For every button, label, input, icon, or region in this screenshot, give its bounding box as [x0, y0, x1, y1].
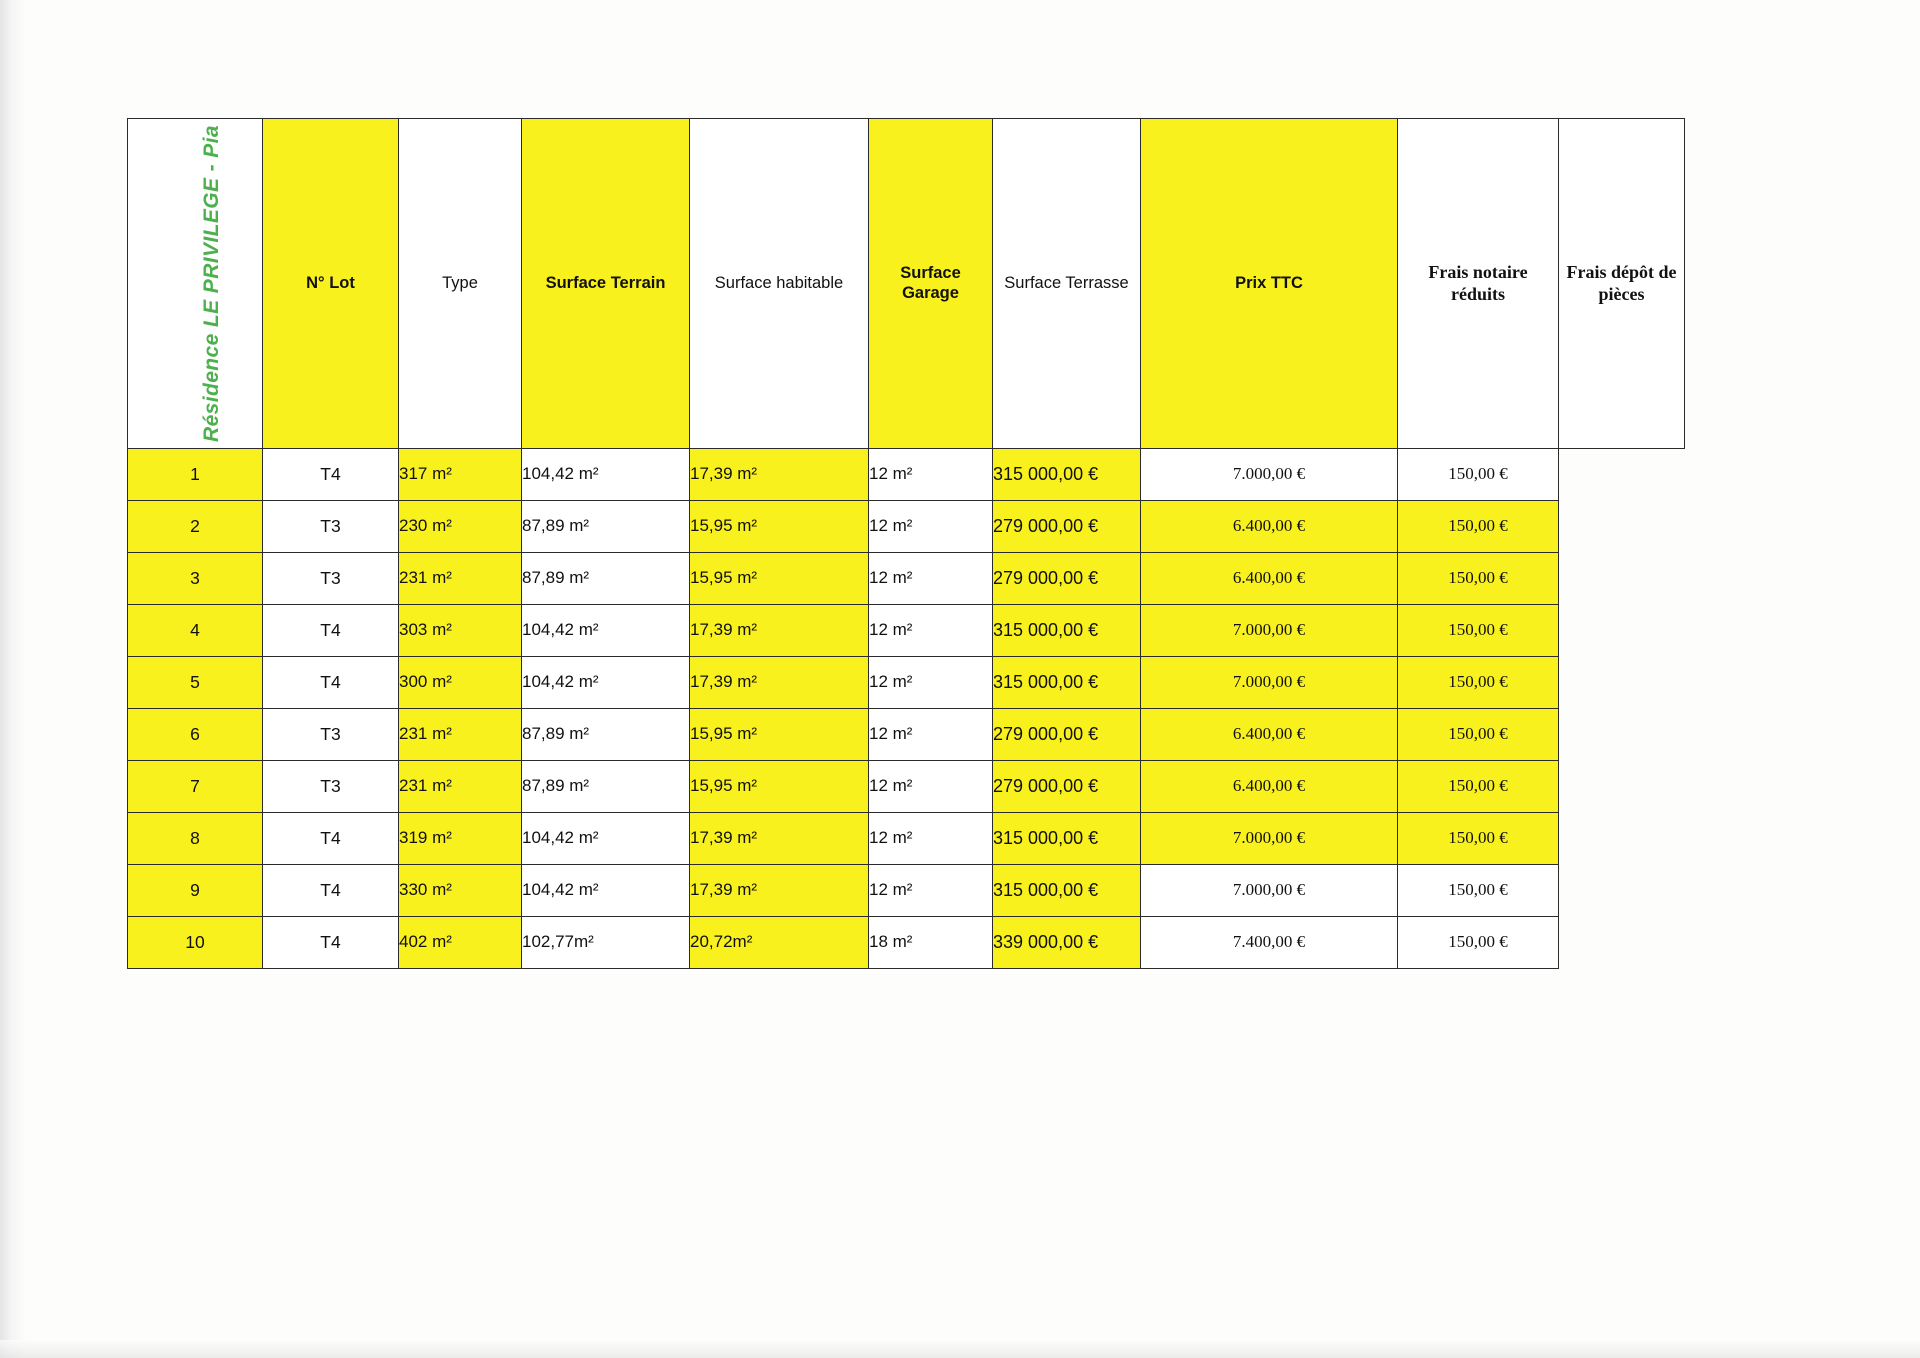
cell-terrain: 330 m²	[399, 864, 522, 916]
cell-lot: 9	[128, 864, 263, 916]
cell-garage: 15,95 m²	[690, 760, 869, 812]
cell-prix: 315 000,00 €	[993, 864, 1141, 916]
table-row	[128, 864, 1685, 916]
header-surface-habitable: Surface habitable	[690, 119, 869, 449]
price-table-container	[127, 118, 1685, 969]
cell-habitable: 87,89 m²	[522, 760, 690, 812]
table-row	[128, 500, 1685, 552]
cell-terrasse: 18 m²	[869, 916, 993, 968]
lots-price-table	[127, 118, 1685, 969]
cell-habitable: 87,89 m²	[522, 500, 690, 552]
cell-frais-depot: 150,00 €	[1398, 500, 1559, 552]
cell-habitable: 87,89 m²	[522, 708, 690, 760]
header-surface-terrain: Surface Terrain	[522, 119, 690, 449]
cell-frais-depot: 150,00 €	[1398, 656, 1559, 708]
cell-garage: 15,95 m²	[690, 708, 869, 760]
cell-terrain: 319 m²	[399, 812, 522, 864]
cell-terrasse: 12 m²	[869, 552, 993, 604]
cell-terrain: 231 m²	[399, 760, 522, 812]
cell-type: T3	[263, 708, 399, 760]
cell-frais-depot: 150,00 €	[1398, 448, 1559, 500]
header-frais-notaire: Frais notaire réduits	[1398, 119, 1559, 449]
residence-title-cell	[128, 119, 263, 449]
table-header	[128, 119, 1685, 449]
cell-lot: 5	[128, 656, 263, 708]
cell-prix: 339 000,00 €	[993, 916, 1141, 968]
cell-terrasse: 12 m²	[869, 656, 993, 708]
cell-garage: 17,39 m²	[690, 448, 869, 500]
cell-habitable: 104,42 m²	[522, 448, 690, 500]
cell-frais-depot: 150,00 €	[1398, 760, 1559, 812]
cell-habitable: 104,42 m²	[522, 864, 690, 916]
cell-frais-depot: 150,00 €	[1398, 812, 1559, 864]
table-header-row	[128, 119, 1685, 449]
cell-prix: 279 000,00 €	[993, 708, 1141, 760]
cell-terrain: 300 m²	[399, 656, 522, 708]
table-row	[128, 604, 1685, 656]
cell-garage: 17,39 m²	[690, 812, 869, 864]
cell-lot: 8	[128, 812, 263, 864]
cell-terrasse: 12 m²	[869, 812, 993, 864]
cell-frais-notaire: 6.400,00 €	[1141, 500, 1398, 552]
cell-frais-notaire: 7.000,00 €	[1141, 656, 1398, 708]
cell-terrain: 317 m²	[399, 448, 522, 500]
cell-frais-notaire: 7.400,00 €	[1141, 916, 1398, 968]
cell-type: T4	[263, 812, 399, 864]
cell-prix: 315 000,00 €	[993, 812, 1141, 864]
cell-lot: 2	[128, 500, 263, 552]
cell-type: T4	[263, 656, 399, 708]
cell-habitable: 104,42 m²	[522, 812, 690, 864]
cell-prix: 315 000,00 €	[993, 448, 1141, 500]
cell-type: T3	[263, 552, 399, 604]
cell-terrasse: 12 m²	[869, 500, 993, 552]
cell-frais-depot: 150,00 €	[1398, 552, 1559, 604]
header-prix-ttc: Prix TTC	[1141, 119, 1398, 449]
cell-habitable: 104,42 m²	[522, 656, 690, 708]
cell-habitable: 102,77m²	[522, 916, 690, 968]
cell-type: T3	[263, 500, 399, 552]
cell-terrasse: 12 m²	[869, 708, 993, 760]
table-row	[128, 448, 1685, 500]
cell-frais-depot: 150,00 €	[1398, 916, 1559, 968]
cell-terrasse: 12 m²	[869, 448, 993, 500]
table-row	[128, 812, 1685, 864]
cell-terrasse: 12 m²	[869, 760, 993, 812]
table-body	[128, 448, 1685, 968]
cell-terrain: 303 m²	[399, 604, 522, 656]
scan-edge-shading-bottom	[0, 1340, 1920, 1358]
cell-frais-depot: 150,00 €	[1398, 864, 1559, 916]
cell-lot: 3	[128, 552, 263, 604]
cell-lot: 1	[128, 448, 263, 500]
cell-frais-notaire: 7.000,00 €	[1141, 448, 1398, 500]
cell-frais-notaire: 6.400,00 €	[1141, 552, 1398, 604]
cell-lot: 6	[128, 708, 263, 760]
header-frais-depot: Frais dépôt de pièces	[1559, 119, 1685, 449]
cell-garage: 17,39 m²	[690, 604, 869, 656]
cell-type: T4	[263, 448, 399, 500]
table-row	[128, 916, 1685, 968]
cell-frais-notaire: 7.000,00 €	[1141, 864, 1398, 916]
cell-prix: 279 000,00 €	[993, 500, 1141, 552]
cell-habitable: 87,89 m²	[522, 552, 690, 604]
cell-terrain: 231 m²	[399, 708, 522, 760]
cell-terrasse: 12 m²	[869, 864, 993, 916]
cell-type: T4	[263, 916, 399, 968]
cell-garage: 17,39 m²	[690, 656, 869, 708]
cell-lot: 4	[128, 604, 263, 656]
cell-frais-notaire: 7.000,00 €	[1141, 604, 1398, 656]
scan-edge-shading-left	[0, 0, 26, 1358]
cell-garage: 20,72m²	[690, 916, 869, 968]
cell-prix: 279 000,00 €	[993, 760, 1141, 812]
cell-type: T4	[263, 864, 399, 916]
table-row	[128, 760, 1685, 812]
cell-prix: 279 000,00 €	[993, 552, 1141, 604]
header-surface-terrasse: Surface Terrasse	[993, 119, 1141, 449]
cell-garage: 15,95 m²	[690, 500, 869, 552]
cell-terrain: 230 m²	[399, 500, 522, 552]
cell-frais-notaire: 7.000,00 €	[1141, 812, 1398, 864]
cell-prix: 315 000,00 €	[993, 656, 1141, 708]
header-lot: N° Lot	[263, 119, 399, 449]
residence-title: Résidence LE PRIVILEGE - Pia	[200, 125, 223, 442]
cell-frais-depot: 150,00 €	[1398, 708, 1559, 760]
cell-type: T3	[263, 760, 399, 812]
cell-frais-depot: 150,00 €	[1398, 604, 1559, 656]
table-row	[128, 656, 1685, 708]
table-row	[128, 552, 1685, 604]
header-surface-garage: Surface Garage	[869, 119, 993, 449]
cell-garage: 17,39 m²	[690, 864, 869, 916]
cell-frais-notaire: 6.400,00 €	[1141, 760, 1398, 812]
header-type: Type	[399, 119, 522, 449]
cell-terrasse: 12 m²	[869, 604, 993, 656]
cell-lot: 7	[128, 760, 263, 812]
cell-terrain: 402 m²	[399, 916, 522, 968]
cell-lot: 10	[128, 916, 263, 968]
cell-frais-notaire: 6.400,00 €	[1141, 708, 1398, 760]
cell-habitable: 104,42 m²	[522, 604, 690, 656]
table-row	[128, 708, 1685, 760]
cell-prix: 315 000,00 €	[993, 604, 1141, 656]
cell-type: T4	[263, 604, 399, 656]
cell-terrain: 231 m²	[399, 552, 522, 604]
cell-garage: 15,95 m²	[690, 552, 869, 604]
